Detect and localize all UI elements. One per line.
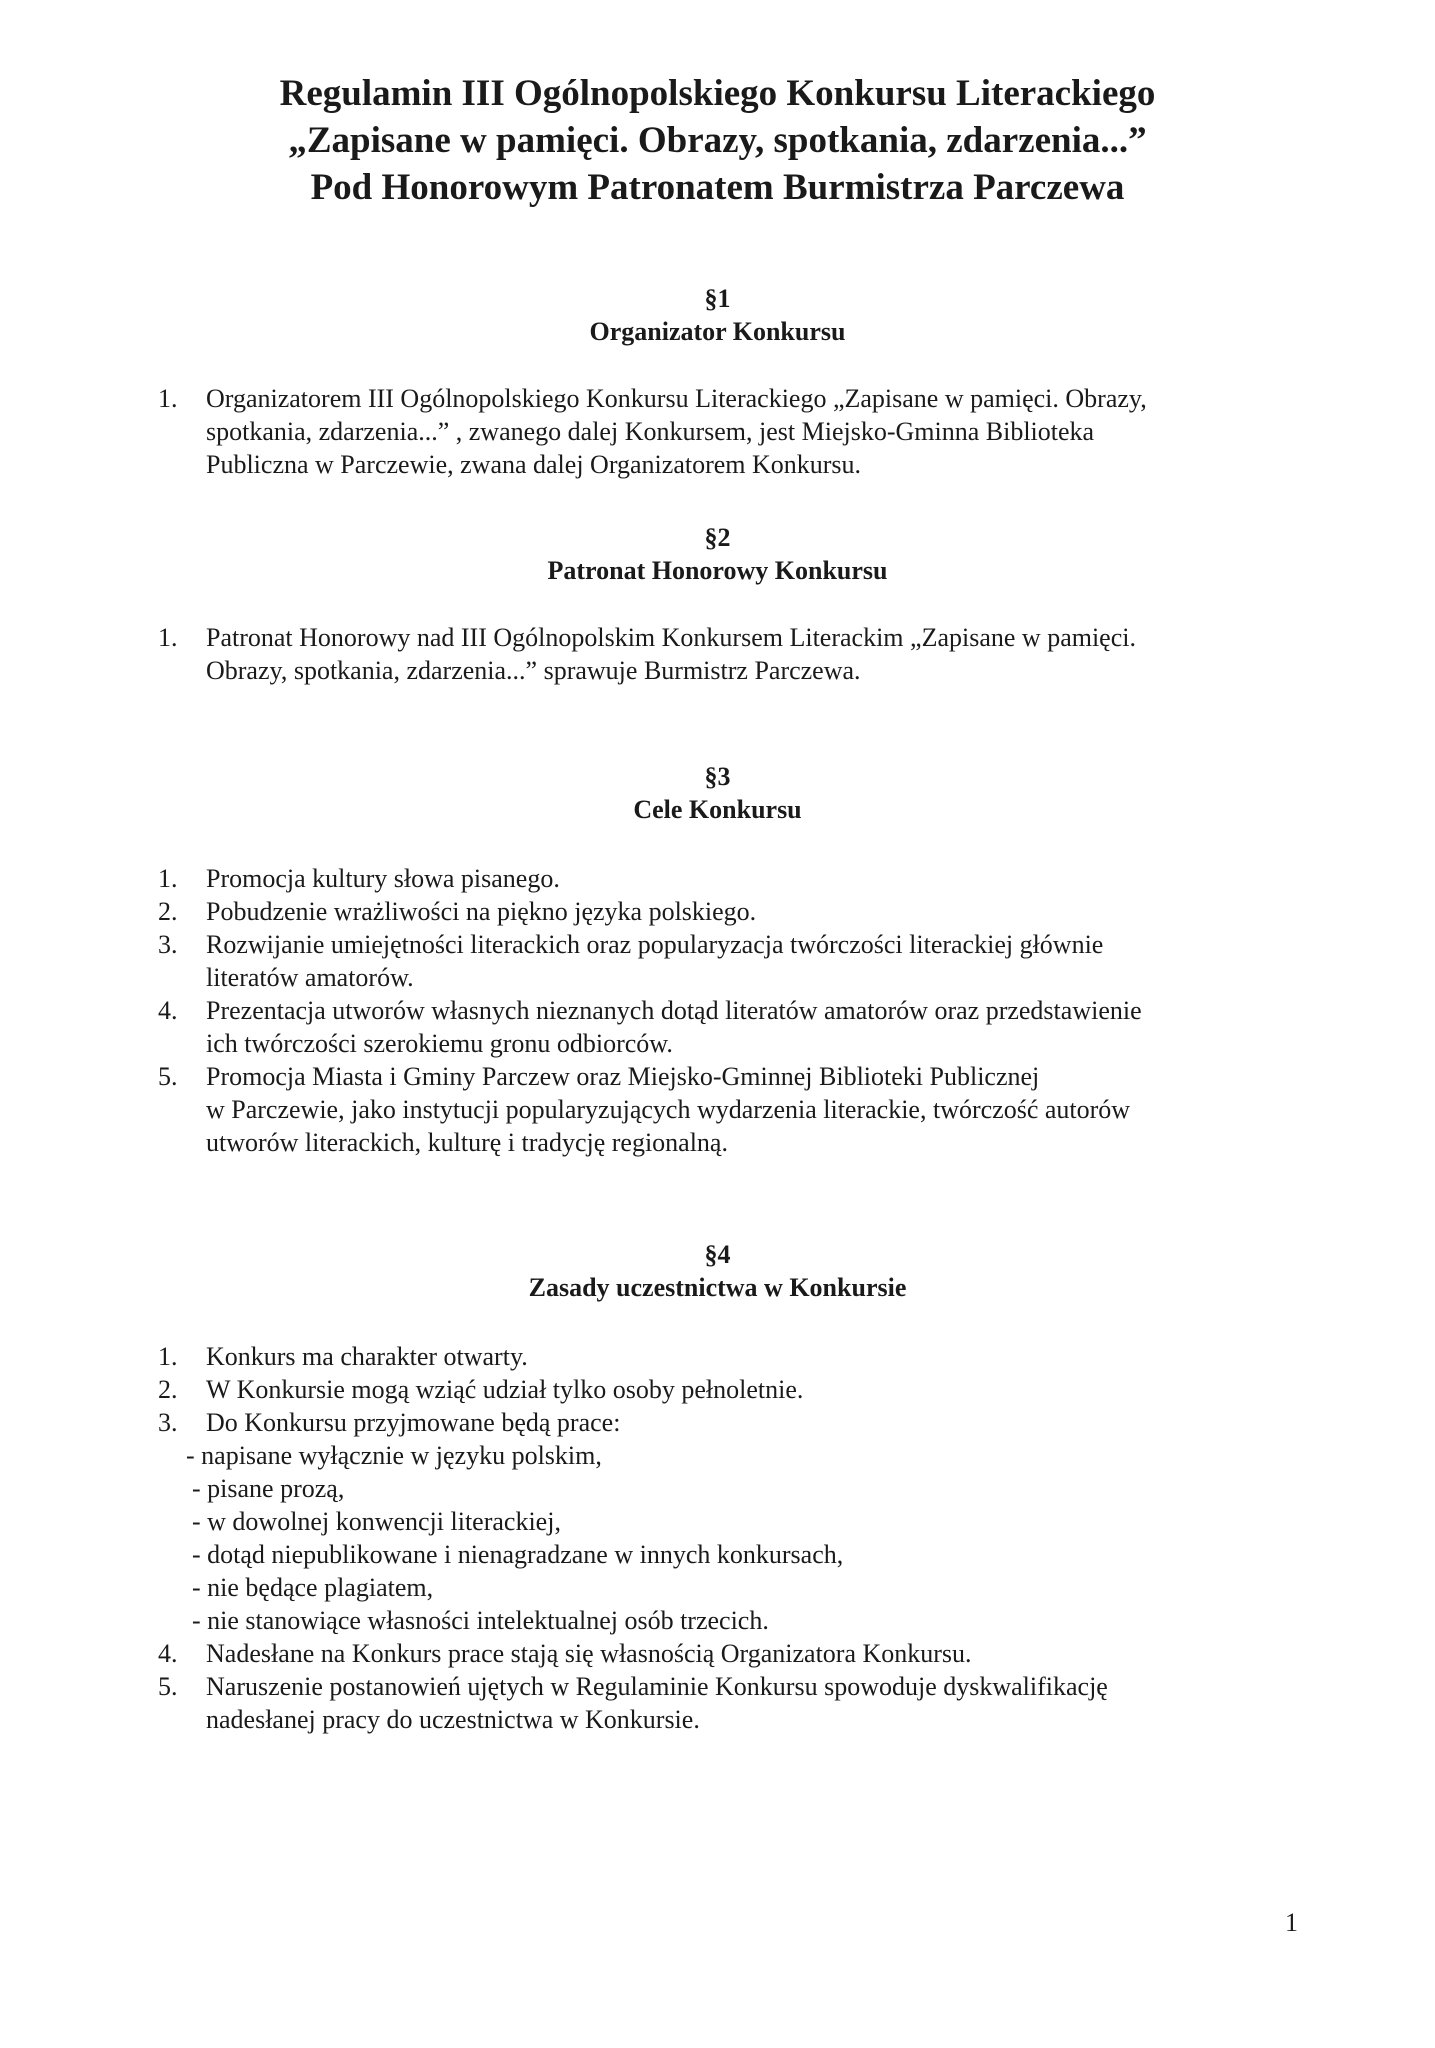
list-item: [158, 1670, 1108, 1736]
list-item: [158, 928, 1142, 994]
list-item: [158, 382, 1147, 481]
item-line: Prezentacja utworów własnych nieznanych dotąd literatów amatorów oraz przedstawienie: [206, 996, 1142, 1025]
item-line: spotkania, zdarzenia...” , zwanego dalej Konkursem, jest Miejsko-Gminna Biblioteka: [206, 417, 1095, 446]
title-line-2: „Zapisane w pamięci. Obrazy, spotkania, zdarzenia...”: [288, 120, 1147, 161]
item-line: W Konkursie mogą wziąć udział tylko osoby pełnoletnie.: [206, 1375, 804, 1404]
item-line: Promocja kultury słowa pisanego.: [206, 864, 560, 893]
title-line-1: Regulamin III Ogólnopolskiego Konkursu Literackiego: [279, 73, 1156, 114]
section-2-list: [158, 621, 1136, 687]
section-symbol: §1: [704, 284, 731, 313]
list-item: [158, 1060, 1142, 1159]
sublist-item: - w dowolnej konwencji literackiej,: [192, 1507, 561, 1536]
item-line: Naruszenie postanowień ujętych w Regulaminie Konkursu spowoduje dyskwalifikację: [206, 1672, 1108, 1701]
title-line-3: Pod Honorowym Patronatem Burmistrza Parczewa: [310, 167, 1125, 208]
list-item: [158, 862, 1142, 895]
section-heading: Patronat Honorowy Konkursu: [547, 556, 888, 585]
item-number: 1.: [158, 623, 178, 652]
sublist-item: - pisane prozą,: [192, 1474, 345, 1503]
item-number: 4.: [158, 996, 178, 1025]
list-item: [158, 994, 1142, 1060]
section-3-list: [158, 862, 1142, 1159]
list-item: [158, 621, 1136, 687]
item-number: 1.: [158, 1342, 178, 1371]
section-3-header: [150, 760, 1285, 826]
section-1-list: [158, 382, 1147, 481]
item-line: Rozwijanie umiejętności literackich oraz popularyzacja twórczości literackiej głównie: [206, 930, 1104, 959]
item-number: 3.: [158, 930, 178, 959]
list-item: [158, 1406, 1108, 1637]
item-line: Obrazy, spotkania, zdarzenia...” sprawuje Burmistrz Parczewa.: [206, 656, 861, 685]
item-line: nadesłanej pracy do uczestnictwa w Konkursie.: [206, 1705, 700, 1734]
section-4-header: [150, 1238, 1285, 1304]
item-number: 5.: [158, 1672, 178, 1701]
item-line: Konkurs ma charakter otwarty.: [206, 1342, 528, 1371]
item-line: Promocja Miasta i Gminy Parczew oraz Miejsko-Gminnej Biblioteki Publicznej: [206, 1062, 1040, 1091]
item-line: Pobudzenie wrażliwości na piękno języka polskiego.: [206, 897, 757, 926]
section-heading: Zasady uczestnictwa w Konkursie: [528, 1273, 907, 1302]
sublist-item: - dotąd niepublikowane i nienagradzane w innych konkursach,: [192, 1540, 844, 1569]
item-number: 5.: [158, 1062, 178, 1091]
document-title: [150, 70, 1285, 211]
section-symbol: §4: [704, 1240, 731, 1269]
list-item: [158, 1373, 1108, 1406]
item-number: 1.: [158, 384, 178, 413]
item-number: 1.: [158, 864, 178, 893]
item-line: w Parczewie, jako instytucji popularyzujących wydarzenia literackie, twórczość autorów: [206, 1095, 1131, 1124]
item-line: Do Konkursu przyjmowane będą prace:: [206, 1408, 621, 1437]
list-item: [158, 895, 1142, 928]
page-number: 1: [1285, 1908, 1298, 1937]
list-item: [158, 1637, 1108, 1670]
sublist-item: - nie będące plagiatem,: [192, 1573, 434, 1602]
section-symbol: §2: [704, 523, 731, 552]
item-number: 2.: [158, 1375, 178, 1404]
section-4-list: [158, 1340, 1108, 1736]
item-line: Publiczna w Parczewie, zwana dalej Organizatorem Konkursu.: [206, 450, 862, 479]
item-number: 4.: [158, 1639, 178, 1668]
list-item: [158, 1340, 1108, 1373]
section-heading: Cele Konkursu: [633, 795, 802, 824]
section-1-header: [150, 282, 1285, 348]
section-heading: Organizator Konkursu: [589, 317, 846, 346]
item-number: 3.: [158, 1408, 178, 1437]
item-line: Patronat Honorowy nad III Ogólnopolskim Konkursem Literackim „Zapisane w pamięci.: [206, 623, 1136, 652]
section-2-header: [150, 521, 1285, 587]
sublist-item: - napisane wyłącznie w języku polskim,: [186, 1441, 602, 1470]
item-line: Nadesłane na Konkurs prace stają się własnością Organizatora Konkursu.: [206, 1639, 972, 1668]
item-line: Organizatorem III Ogólnopolskiego Konkursu Literackiego „Zapisane w pamięci. Obrazy,: [206, 384, 1147, 413]
item-line: ich twórczości szerokiemu gronu odbiorców.: [206, 1029, 673, 1058]
sublist-item: - nie stanowiące własności intelektualnej osób trzecich.: [192, 1606, 769, 1635]
requirements-sublist: [186, 1439, 1108, 1637]
item-number: 2.: [158, 897, 178, 926]
item-line: literatów amatorów.: [206, 963, 414, 992]
section-symbol: §3: [704, 762, 731, 791]
item-line: utworów literackich, kulturę i tradycję regionalną.: [206, 1128, 728, 1157]
